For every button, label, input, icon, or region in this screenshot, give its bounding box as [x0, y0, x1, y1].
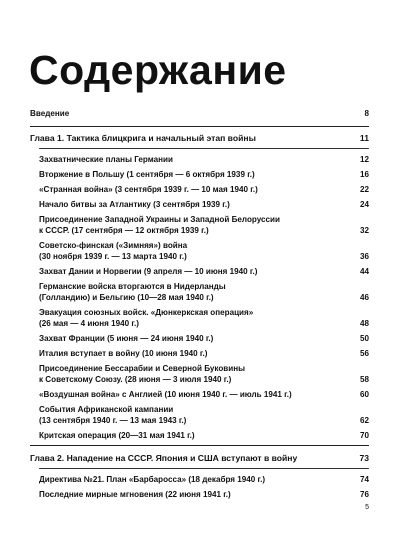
toc-entry-page: 24 [359, 200, 369, 209]
toc-entry[interactable] [30, 184, 369, 195]
toc-entry-page: 36 [359, 252, 369, 261]
toc-chapter-title: Глава 2. Нападение на СССР. Япония и США вступают в войну [30, 453, 298, 463]
toc-entry-page: 46 [359, 293, 369, 302]
toc-chapter-title: Глава 1. Тактика блицкрига и начальный этап войны [30, 133, 256, 143]
divider [30, 445, 369, 446]
toc-entry-introduction[interactable] [30, 108, 369, 119]
toc-entry-title: «Воздушная война» с Англией (10 июня 1940 г. — июль 1941 г.) [39, 390, 292, 399]
toc-entry[interactable] [30, 404, 369, 426]
toc-entry-page: 50 [359, 334, 369, 343]
toc-entry-page: 22 [359, 185, 369, 194]
divider [30, 126, 369, 127]
page-title: Содержание [29, 47, 287, 93]
toc-entry-page: 32 [359, 226, 369, 235]
divider [39, 148, 369, 149]
toc-entry[interactable] [30, 214, 369, 236]
toc-entry-title: Присоединение Западной Украины и Западной Белоруссии к СССР. (17 сентября — 12 октября 1939 г.) [39, 215, 280, 235]
toc-entry-title: Италия вступает в войну (10 июня 1940 г.) [39, 349, 208, 358]
toc-entry[interactable] [30, 333, 369, 344]
toc-entry[interactable] [30, 489, 369, 500]
toc-entry[interactable] [30, 430, 369, 441]
toc-entry-page: 70 [359, 431, 369, 440]
toc-entry-page: 62 [359, 416, 369, 425]
toc-entry[interactable] [30, 169, 369, 180]
toc-entry[interactable] [30, 240, 369, 262]
toc-chapter-page: 73 [359, 453, 369, 463]
toc-entry-page: 74 [359, 475, 369, 484]
toc-entry[interactable] [30, 389, 369, 400]
toc-entry-page: 60 [359, 390, 369, 399]
toc-chapter-1[interactable] [30, 132, 369, 144]
toc-entry-title: Советско-финская («Зимняя») война (30 ноября 1939 г. — 13 марта 1940 г.) [39, 241, 188, 261]
toc-entry-title: Вторжение в Польшу (1 сентября — 6 октября 1939 г.) [39, 170, 255, 179]
table-of-contents [30, 108, 369, 504]
toc-entry[interactable] [30, 266, 369, 277]
toc-entry-title: Захват Дании и Норвегии (9 апреля — 10 июня 1940 г.) [39, 267, 258, 276]
toc-entry-page: 8 [364, 109, 369, 118]
toc-entry-title: События Африканской кампании (13 сентября 1940 г. — 13 мая 1943 г.) [39, 405, 187, 425]
divider [39, 468, 369, 469]
toc-entry-title: Критская операция (20—31 мая 1941 г.) [39, 431, 195, 440]
toc-entry-title: Захват Франции (5 июня — 24 июня 1940 г.) [39, 334, 214, 343]
toc-entry[interactable] [30, 348, 369, 359]
toc-entry-title: Последние мирные мгновения (22 июня 1941 г.) [39, 490, 231, 499]
toc-entry-page: 12 [359, 155, 369, 164]
toc-entry-title: «Странная война» (3 сентября 1939 г. — 10 мая 1940 г.) [39, 185, 258, 194]
toc-entry-title: Эвакуация союзных войск. «Дюнкеркская операция» (26 мая — 4 июня 1940 г.) [39, 308, 254, 328]
toc-entry[interactable] [30, 154, 369, 165]
toc-entry-page: 48 [359, 319, 369, 328]
toc-entry-page: 56 [359, 349, 369, 358]
toc-entry-title: Начало битвы за Атлантику (3 сентября 1939 г.) [39, 200, 230, 209]
toc-entry[interactable] [30, 474, 369, 485]
toc-entry-page: 76 [359, 490, 369, 499]
toc-entry-title: Германские войска вторгаются в Нидерланды (Голландию) и Бельгию (10—28 мая 1940 г.) [39, 282, 226, 302]
toc-entry-title: Введение [30, 109, 70, 118]
toc-entry-page: 16 [359, 170, 369, 179]
toc-entry[interactable] [30, 281, 369, 303]
toc-entry[interactable] [30, 363, 369, 385]
toc-entry-title: Захватнические планы Германии [39, 155, 173, 164]
page-number: 5 [365, 504, 369, 511]
toc-chapter-2[interactable] [30, 452, 369, 464]
toc-chapter-page: 11 [359, 133, 369, 143]
toc-entry-title: Присоединение Бессарабии и Северной Буковины к Советскому Союзу. (28 июня — 3 июля 1940 г.) [39, 364, 246, 384]
toc-entry-page: 58 [359, 375, 369, 384]
toc-entry[interactable] [30, 307, 369, 329]
toc-entry-title: Директива №21. План «Барбаросса» (18 декабря 1940 г.) [39, 475, 266, 484]
toc-entry[interactable] [30, 199, 369, 210]
toc-entry-page: 44 [359, 267, 369, 276]
